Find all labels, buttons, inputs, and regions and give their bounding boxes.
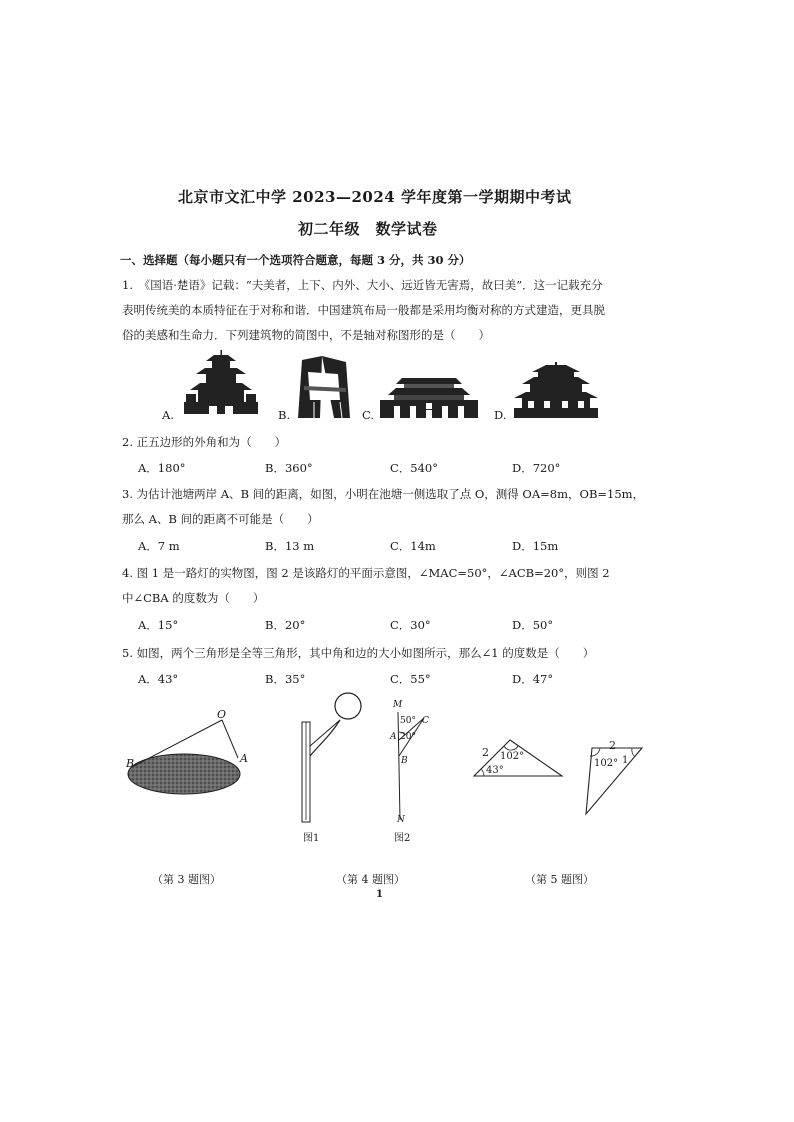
q3-option-d: D．15m [512, 539, 559, 553]
point-n-label: N [397, 815, 405, 825]
q1-line1: 1. 《国语·楚语》记载：“夫美者，上下、内外、大小、远近皆无害焉，故曰美”．这一记载充分 [122, 278, 603, 292]
caption-q3: （第 3 题图） [152, 873, 221, 886]
q1-option-b-label: B. [278, 408, 291, 422]
right-angle-label: 102° [594, 758, 619, 769]
q1-line3: 俗的美感和生命力．下列建筑物的简图中，不是轴对称图形的是（ ） [122, 328, 490, 342]
figure-q3-pond [120, 706, 260, 802]
q1-option-c-label: C. [362, 408, 375, 422]
right-side-label: 2 [609, 739, 616, 752]
angle-50-label: 50° [400, 716, 416, 726]
q4-option-b: B．20° [265, 618, 306, 632]
q4-option-c: C．30° [390, 618, 431, 632]
angle-1-label: 1 [622, 755, 629, 766]
caption-q5: （第 5 题图） [525, 873, 594, 886]
exam-subtitle: 初二年级 数学试卷 [298, 220, 438, 238]
q2-option-a: A．180° [138, 461, 186, 475]
angle-20-label: 20° [400, 732, 416, 742]
q4-line1: 4. 图 1 是一路灯的实物图，图 2 是该路灯的平面示意图，∠MAC=50°，∠ACB=20°，则图 2 [122, 566, 610, 580]
q2-option-d: D．720° [512, 461, 561, 475]
q2-option-c: C．540° [390, 461, 438, 475]
point-b-label-fig4: B [401, 756, 408, 766]
point-a-label-fig4: A [390, 732, 397, 742]
q1-option-a-label: A. [162, 408, 174, 422]
building-d-icon [514, 362, 598, 418]
q2-option-b: B．360° [265, 461, 313, 475]
lamp-globe [335, 693, 361, 719]
q5-option-c: C．55° [390, 672, 431, 686]
left-angle-left-label: 43° [486, 765, 504, 776]
point-c-label: C [422, 716, 429, 726]
fig2-label: 图2 [394, 833, 411, 844]
q3-option-b: B．13 m [265, 539, 315, 553]
building-a-icon [182, 350, 260, 418]
left-side-label: 2 [482, 746, 489, 759]
caption-q4: （第 4 题图） [336, 873, 405, 886]
exam-title: 北京市文汇中学 2023—2024 学年度第一学期期中考试 [178, 188, 572, 206]
point-a-label: A [240, 752, 248, 765]
q4-option-a: A．15° [138, 618, 179, 632]
q1-option-d-label: D. [494, 408, 507, 422]
q2-stem: 2. 正五边形的外角和为（ ） [122, 435, 287, 449]
point-o-label: O [217, 708, 227, 721]
line-mn [398, 712, 400, 820]
page-number: 1 [376, 889, 383, 900]
q3-option-c: C．14m [390, 539, 436, 553]
lamp-arm [310, 720, 340, 756]
q1-line2: 表明传统美的本质特征在于对称和谐．中国建筑布局一般都是采用均衡对称的方式建造，更具脱 [122, 303, 605, 317]
figure-q5-triangles [470, 736, 650, 818]
q5-option-b: B．35° [265, 672, 306, 686]
left-angle-top-label: 102° [500, 751, 525, 762]
q4-line2: 中∠CBA 的度数为（ ） [122, 591, 265, 605]
q5-stem: 5. 如图，两个三角形是全等三角形，其中角和边的大小如图所示，那么∠1 的度数是（ ） [122, 646, 595, 660]
fig1-label: 图1 [303, 833, 320, 844]
q5-option-a: A．43° [138, 672, 179, 686]
q3-option-a: A．7 m [138, 539, 180, 553]
section-heading: 一、选择题（每小题只有一个选项符合题意，每题 3 分，共 30 分） [120, 253, 471, 267]
building-c-icon [380, 374, 478, 418]
q4-option-d: D．50° [512, 618, 554, 632]
q5-option-d: D．47° [512, 672, 554, 686]
building-b-icon [296, 356, 352, 418]
figure-q4-lamp-photo [298, 690, 368, 822]
point-m-label: M [393, 700, 403, 710]
segment-oa [222, 720, 238, 758]
q3-line1: 3. 为估计池塘两岸 A、B 间的距离，如图，小明在池塘一侧选取了点 O，测得 OA=8m，OB=15m， [122, 487, 645, 501]
q3-line2: 那么 A、B 间的距离不可能是（ ） [122, 512, 319, 526]
point-b-label: B [126, 757, 135, 770]
